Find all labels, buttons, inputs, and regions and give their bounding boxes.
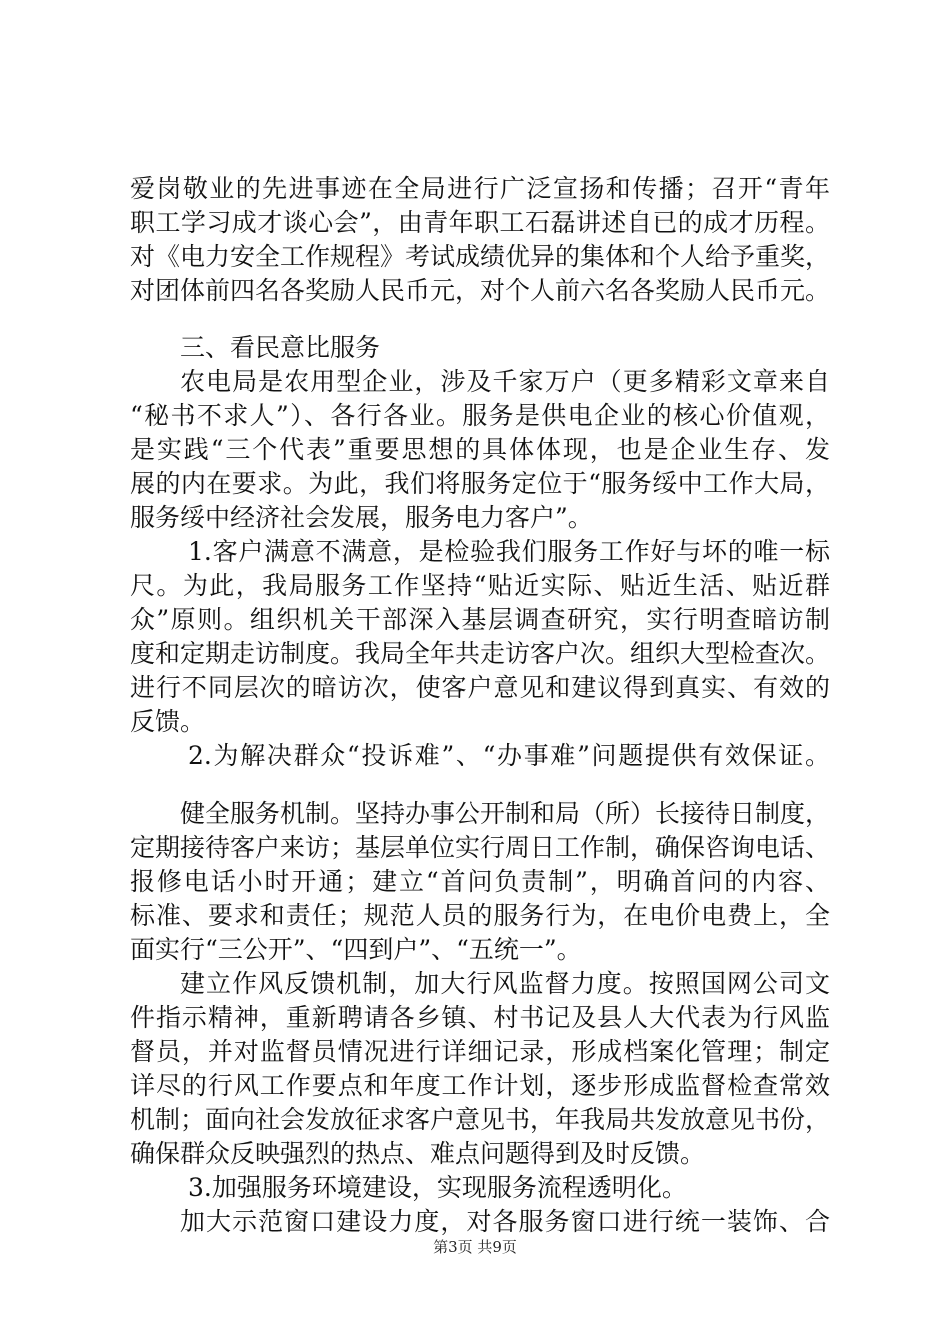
text-line: 进行不同层次的暗访次，使客户意见和建议得到真实、有效的 — [130, 673, 830, 702]
text-line: 尺。为此，我局服务工作坚持“贴近实际、贴近生活、贴近群 — [130, 571, 830, 600]
text-line: 展的内在要求。为此，我们将服务定位于“服务绥中工作大局， — [130, 469, 830, 498]
text-line: 对团体前四名各奖励人民币元，对个人前六名各奖励人民币元。 — [130, 276, 831, 305]
text-line: 建立作风反馈机制，加大行风监督力度。按照国网公司文 — [180, 969, 830, 998]
text-line: 1.客户满意不满意，是检验我们服务工作好与坏的唯一标 — [188, 537, 830, 566]
text-line: 农电局是农用型企业，涉及千家万户（更多精彩文章来自 — [180, 367, 830, 396]
text-line: 定期接待客户来访；基层单位实行周日工作制，确保咨询电话、 — [130, 833, 831, 862]
text-line: 标准、要求和责任；规范人员的服务行为，在电价电费上，全 — [130, 901, 830, 930]
text-line: 件指示精神，重新聘请各乡镇、村书记及县人大代表为行风监 — [130, 1003, 830, 1032]
text-line: 报修电话小时开通；建立“首问负责制”，明确首问的内容、 — [130, 867, 830, 896]
text-line: 是实践“三个代表”重要思想的具体体现，也是企业生存、发 — [130, 435, 830, 464]
text-line: 确保群众反映强烈的热点、难点问题得到及时反馈。 — [130, 1139, 706, 1168]
text-line: 服务绥中经济社会发展，服务电力客户”。 — [130, 503, 593, 532]
text-line: 众”原则。组织机关干部深入基层调查研究，实行明查暗访制 — [130, 605, 830, 634]
page-number: 第3页 共9页 — [433, 1238, 517, 1256]
text-line: 健全服务机制。坚持办事公开制和局（所）长接待日制度， — [180, 799, 831, 828]
section-heading: 三、看民意比服务 — [180, 333, 381, 362]
text-line: 督员，并对监督员情况进行详细记录，形成档案化管理；制定 — [130, 1037, 830, 1066]
text-line: 详尽的行风工作要点和年度工作计划，逐步形成监督检查常效 — [130, 1071, 830, 1100]
text-line: 机制；面向社会发放征求客户意见书，年我局共发放意见书份， — [130, 1105, 831, 1134]
text-line: 对《电力安全工作规程》考试成绩优异的集体和个人给予重奖， — [130, 242, 831, 271]
text-line: 3.加强服务环境建设，实现服务流程透明化。 — [188, 1173, 687, 1202]
text-line: 2.为解决群众“投诉难”、“办事难”问题提供有效保证。 — [188, 741, 830, 770]
text-line: 爱岗敬业的先进事迹在全局进行广泛宣扬和传播；召开“青年 — [130, 174, 830, 203]
text-line: 加大示范窗口建设力度，对各服务窗口进行统一装饰、合 — [180, 1207, 830, 1236]
text-line: 度和定期走访制度。我局全年共走访客户次。组织大型检查次。 — [130, 639, 831, 668]
text-line: 面实行“三公开”、“四到户”、“五统一”。 — [130, 935, 582, 964]
text-line: “秘书不求人”）、各行各业。服务是供电企业的核心价值观， — [130, 401, 830, 430]
text-line: 职工学习成才谈心会”，由青年职工石磊讲述自已的成才历程。 — [130, 208, 830, 237]
text-line: 反馈。 — [130, 707, 206, 736]
